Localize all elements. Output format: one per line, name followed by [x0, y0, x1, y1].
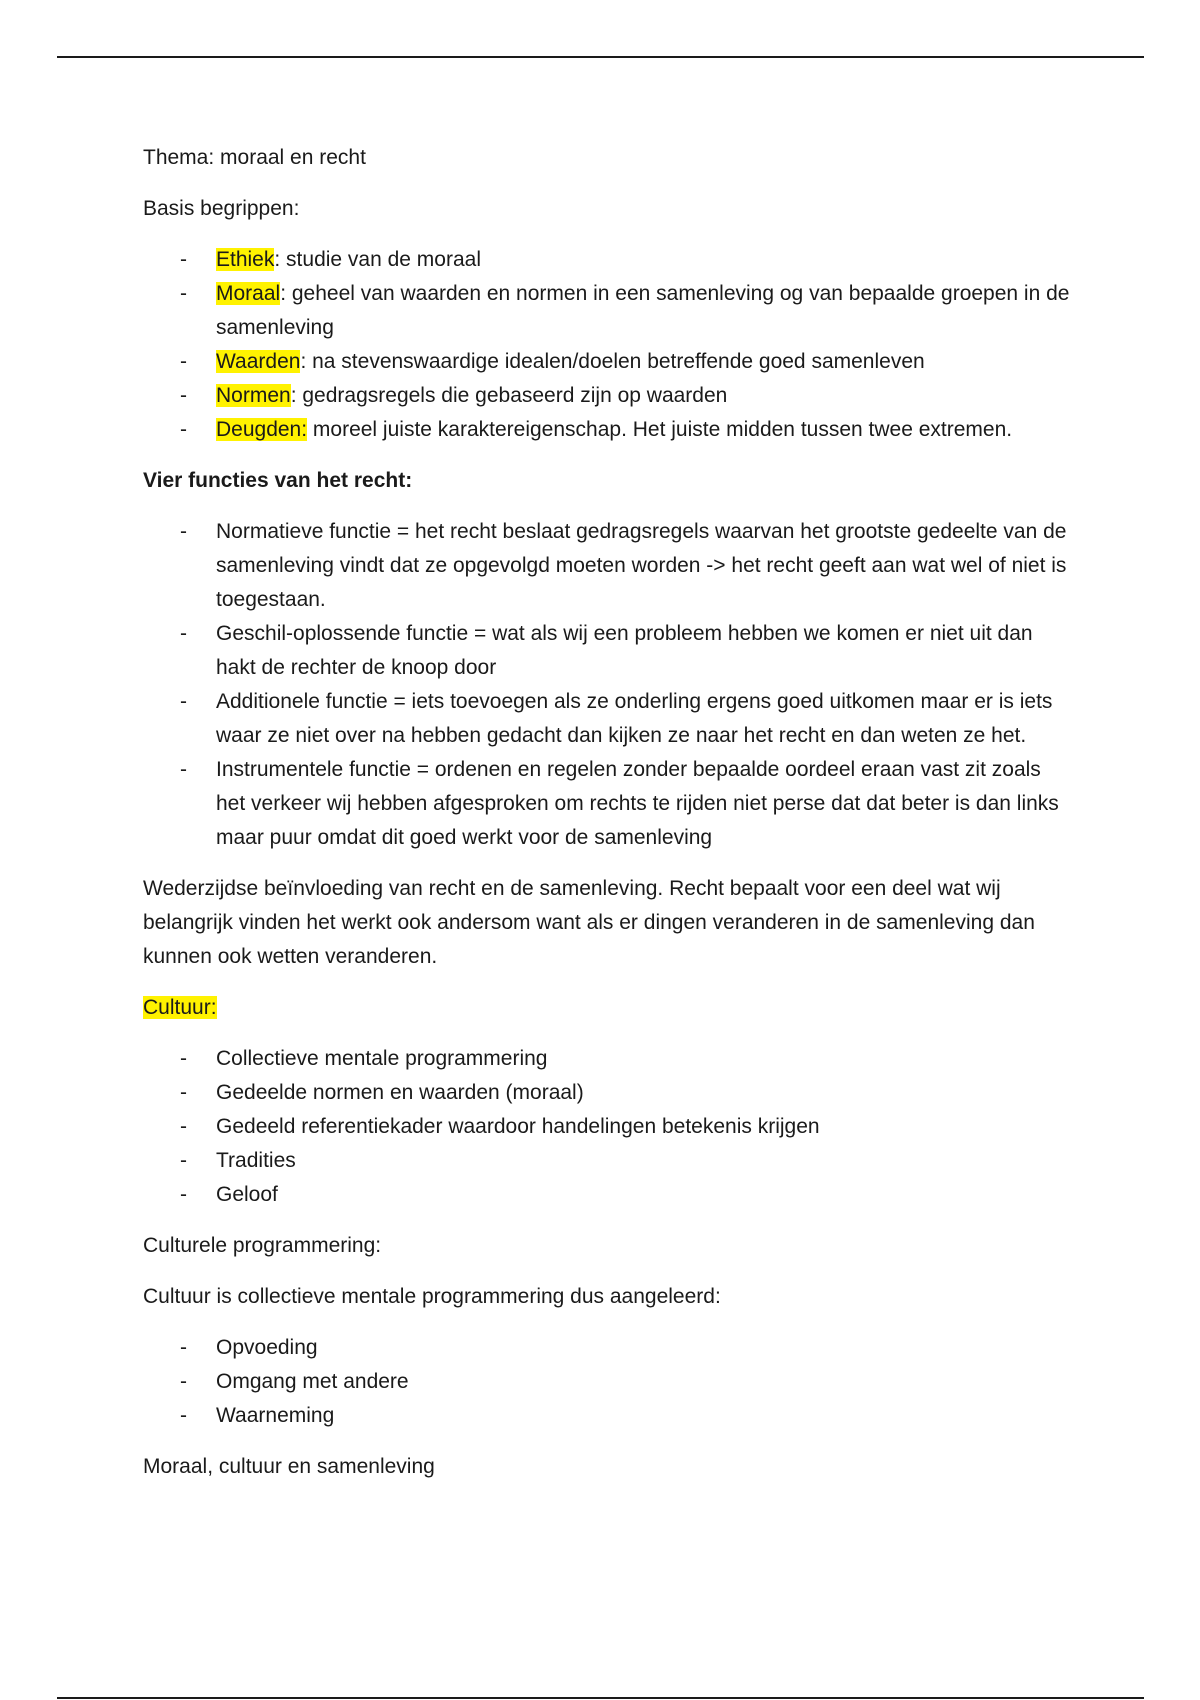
culturele-heading: Culturele programmering:	[143, 1234, 382, 1257]
aangeleerd-item-text: Omgang met andere	[216, 1370, 409, 1393]
top-rule	[57, 56, 1144, 58]
highlighted-term: Moraal	[216, 282, 281, 305]
cultuur-item-text: Gedeeld referentiekader waardoor handelingen betekenis krijgen	[216, 1115, 820, 1138]
wederzijdse-paragraph: Wederzijdse beïnvloeding van recht en de samenleving. Recht bepaalt voor een deel wat wij belangrijk vinden het werkt ook andersom want als er dingen veranderen in de samenleving dan kunnen ook wetten veranderen.	[143, 877, 1035, 968]
dash-bullet: -	[180, 1047, 187, 1070]
dash-bullet: -	[180, 1370, 187, 1393]
list-item	[143, 685, 1073, 753]
dash-bullet: -	[180, 248, 187, 271]
list-item	[143, 1365, 1073, 1399]
list-item	[143, 1399, 1073, 1433]
list-item	[143, 1110, 1073, 1144]
term-definition: gedragsregels die gebaseerd zijn op waarden	[296, 384, 728, 407]
list-item	[143, 277, 1073, 345]
list-item	[143, 515, 1073, 617]
cultuur-item-text: Tradities	[216, 1149, 296, 1172]
term-separator: :	[274, 248, 281, 271]
functies-list	[143, 515, 1073, 855]
aangeleerd-item-text: Waarneming	[216, 1404, 335, 1427]
highlighted-term: Deugden:	[216, 418, 308, 441]
closing-heading: Moraal, cultuur en samenleving	[143, 1455, 435, 1478]
dash-bullet: -	[180, 418, 187, 441]
theme-title: Thema: moraal en recht	[143, 146, 366, 169]
list-item	[143, 1042, 1073, 1076]
term-separator: :	[290, 384, 297, 407]
dash-bullet: -	[180, 622, 187, 645]
term-separator: :	[300, 350, 307, 373]
term-definition: geheel van waarden en normen in een samenleving og van bepaalde groepen in de samenleving	[216, 282, 1070, 339]
highlighted-term: Waarden	[216, 350, 301, 373]
term-definition: studie van de moraal	[280, 248, 482, 271]
dash-bullet: -	[180, 1336, 187, 1359]
dash-bullet: -	[180, 1115, 187, 1138]
list-item	[143, 1331, 1073, 1365]
list-item	[143, 753, 1073, 855]
dash-bullet: -	[180, 1183, 187, 1206]
highlighted-term: Ethiek	[216, 248, 275, 271]
cultuur-item-text: Gedeelde normen en waarden (moraal)	[216, 1081, 584, 1104]
dash-bullet: -	[180, 282, 187, 305]
dash-bullet: -	[180, 690, 187, 713]
document-body	[143, 141, 1073, 1501]
dash-bullet: -	[180, 1404, 187, 1427]
list-item	[143, 617, 1073, 685]
term-definition: moreel juiste karaktereigenschap. Het juiste midden tussen twee extremen.	[307, 418, 1013, 441]
dash-bullet: -	[180, 384, 187, 407]
cultuur-item-text: Geloof	[216, 1183, 278, 1206]
culturele-intro: Cultuur is collectieve mentale programmering dus aangeleerd:	[143, 1285, 721, 1308]
aangeleerd-list	[143, 1331, 1073, 1433]
functie-text: Geschil-oplossende functie = wat als wij een probleem hebben we komen er niet uit dan hakt de rechter de knoop door	[216, 622, 1033, 679]
dash-bullet: -	[180, 1149, 187, 1172]
list-item	[143, 345, 1073, 379]
dash-bullet: -	[180, 758, 187, 781]
list-item	[143, 243, 1073, 277]
aangeleerd-item-text: Opvoeding	[216, 1336, 318, 1359]
list-item	[143, 1178, 1073, 1212]
functies-heading: Vier functies van het recht:	[143, 469, 413, 492]
dash-bullet: -	[180, 1081, 187, 1104]
cultuur-item-text: Collectieve mentale programmering	[216, 1047, 548, 1070]
functie-text: Additionele functie = iets toevoegen als ze onderling ergens goed uitkomen maar er is iets waar ze niet over na hebben gedacht dan kijken ze naar het recht en dan weten ze het.	[216, 690, 1053, 747]
bottom-rule	[57, 1697, 1144, 1699]
term-definition: na stevenswaardige idealen/doelen betreffende goed samenleven	[306, 350, 925, 373]
highlighted-term: Normen	[216, 384, 291, 407]
functie-text: Instrumentele functie = ordenen en regelen zonder bepaalde oordeel eraan vast zit zoals het verkeer wij hebben afgesproken om rechts te rijden niet perse dat dat beter is dan links maar puur omdat dit goed werkt voor de samenleving	[216, 758, 1059, 849]
list-item	[143, 379, 1073, 413]
list-item	[143, 1076, 1073, 1110]
dash-bullet: -	[180, 350, 187, 373]
cultuur-list	[143, 1042, 1073, 1212]
list-item	[143, 413, 1073, 447]
functie-text: Normatieve functie = het recht beslaat gedragsregels waarvan het grootste gedeelte van de samenleving vindt dat ze opgevolgd moeten worden -> het recht geeft aan wat wel of niet is toegestaan.	[216, 520, 1067, 611]
dash-bullet: -	[180, 520, 187, 543]
list-item	[143, 1144, 1073, 1178]
cultuur-heading-line	[143, 991, 1073, 1025]
term-separator: :	[280, 282, 287, 305]
cultuur-heading: Cultuur:	[143, 996, 217, 1019]
basis-heading: Basis begrippen:	[143, 197, 300, 220]
basis-list	[143, 243, 1073, 447]
